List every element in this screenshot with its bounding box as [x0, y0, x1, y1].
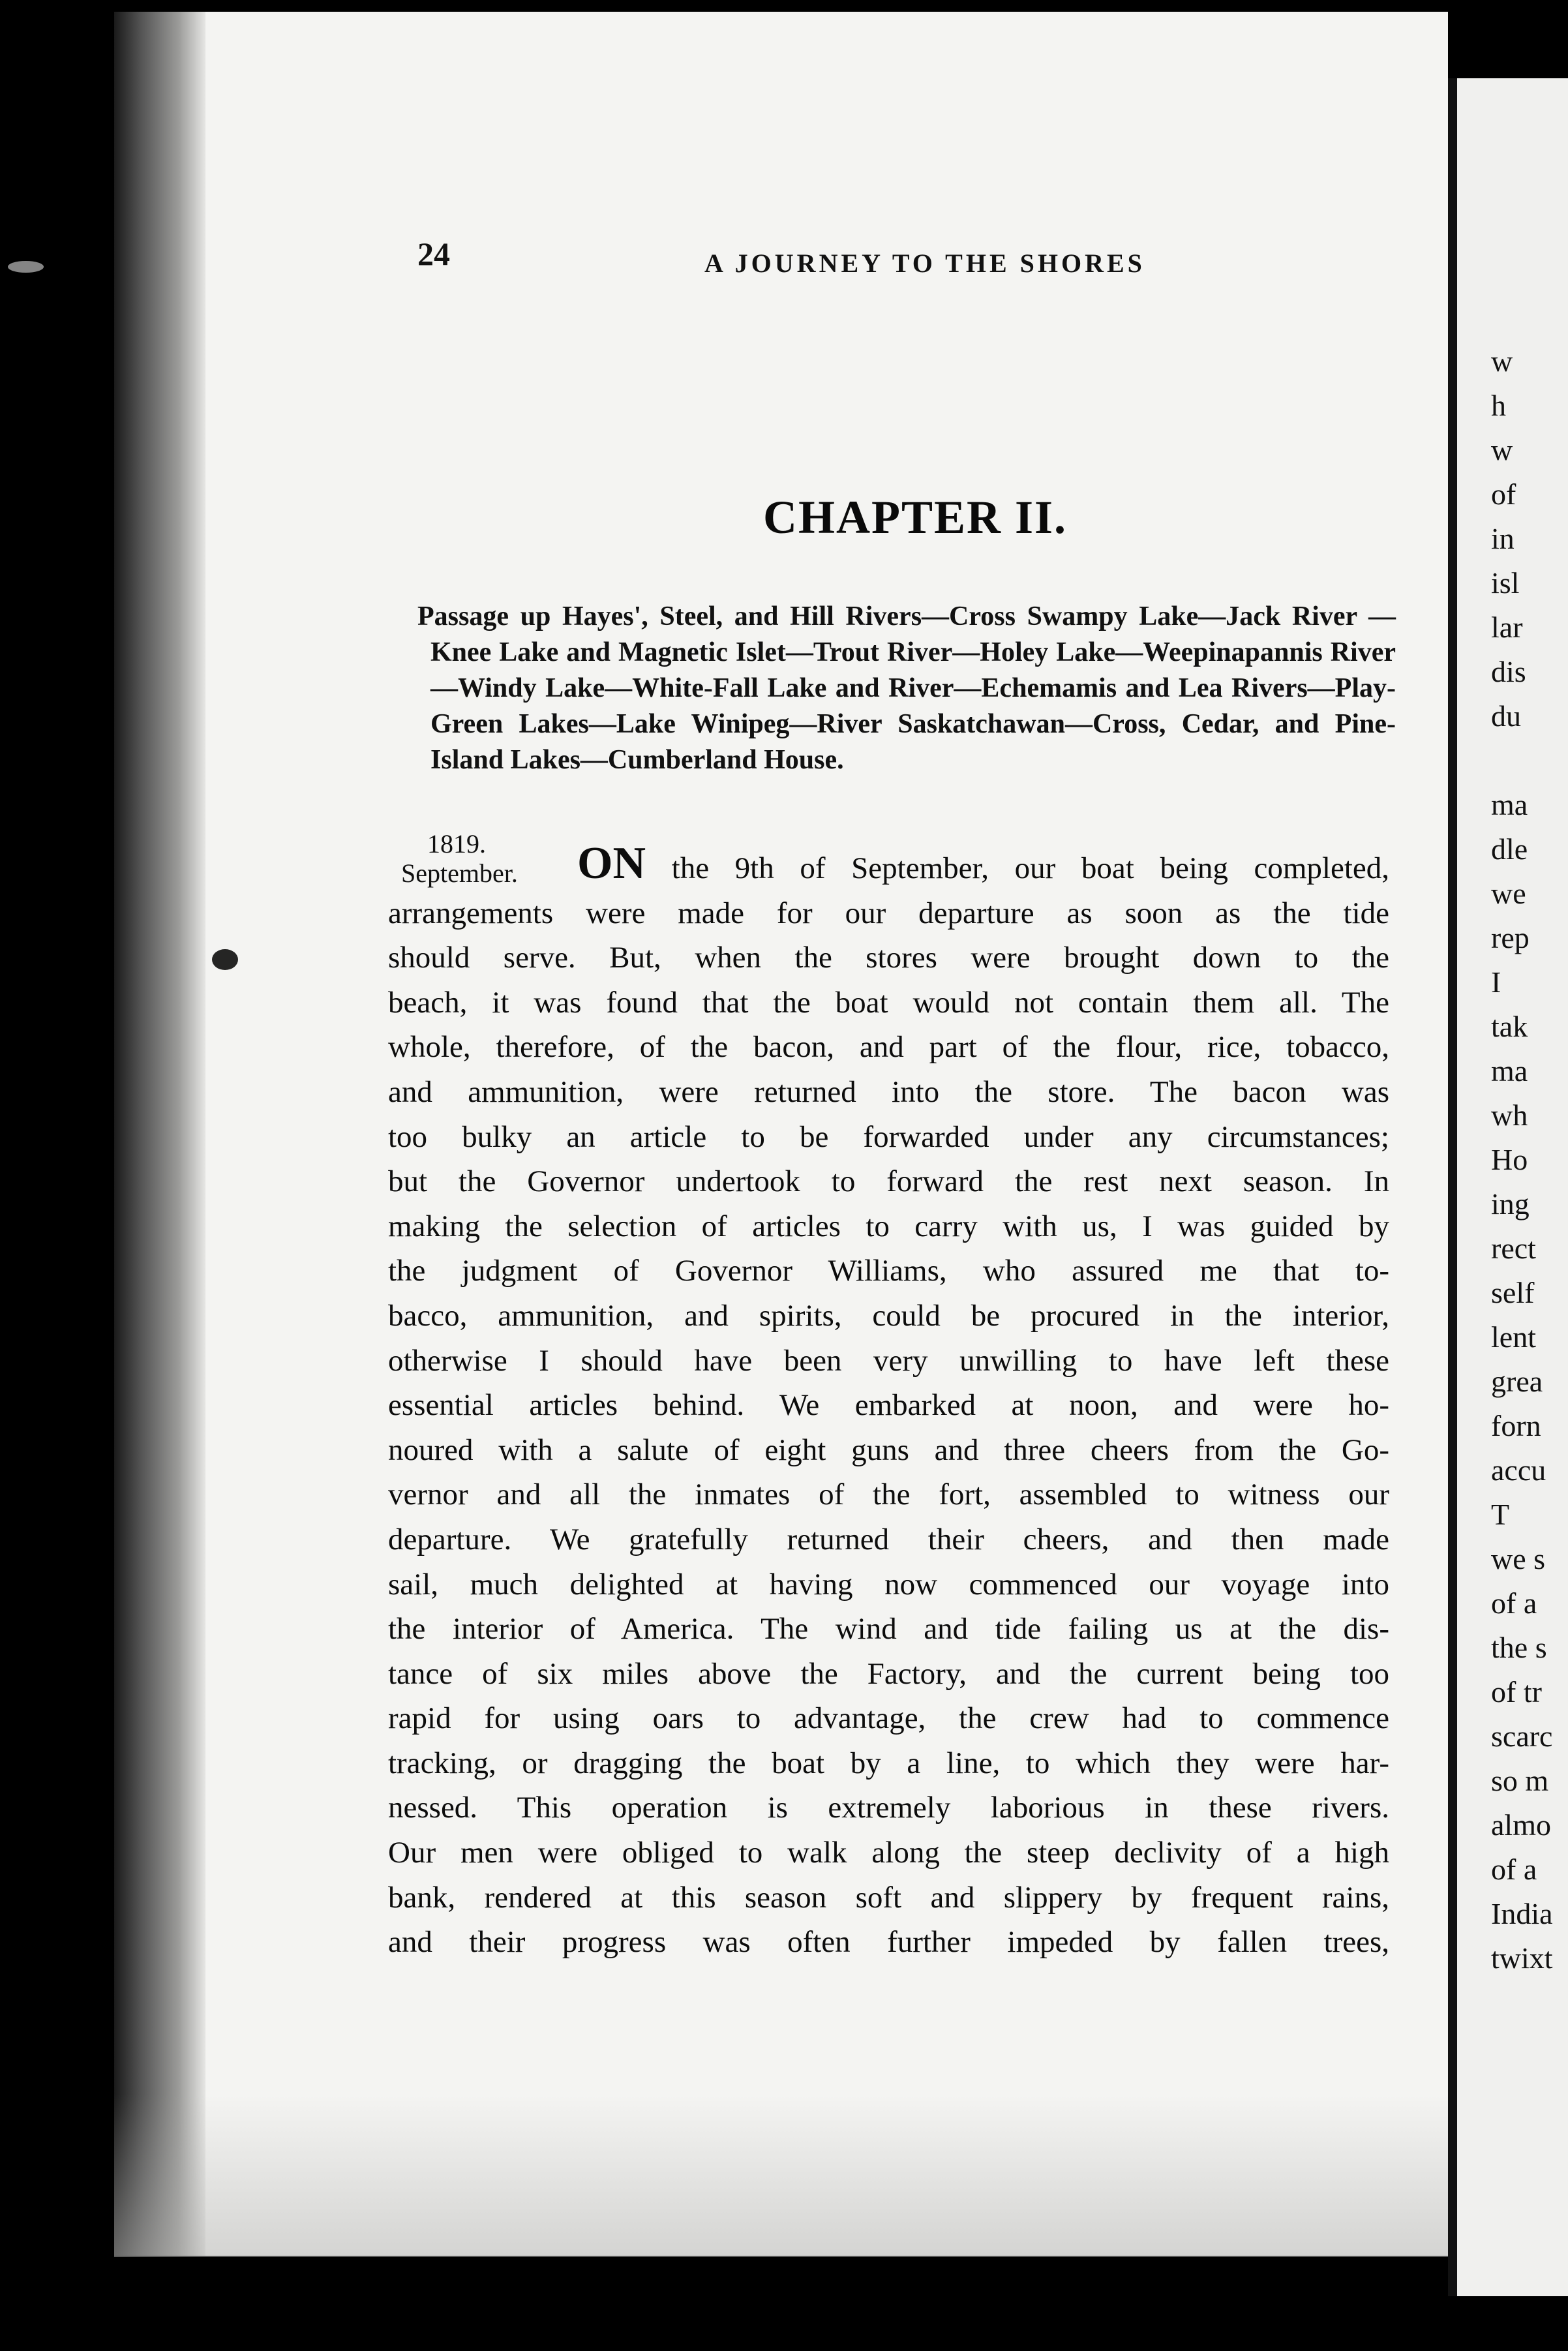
body-line: otherwise I should have been very unwilling to have left these [388, 1343, 1389, 1378]
facing-page-fragment: ma [1491, 1054, 1528, 1087]
facing-page-fragment: w [1491, 433, 1513, 466]
body-line: the interior of America. The wind and tide failing us at the dis- [388, 1612, 1389, 1646]
facing-page-fragment: almo [1491, 1808, 1551, 1842]
drop-cap: ON [577, 838, 646, 888]
facing-page-fragment: h [1491, 389, 1506, 422]
facing-page-fragment: T [1491, 1498, 1510, 1531]
facing-page-fragment: ing [1491, 1187, 1530, 1221]
facing-page-fragment: lent [1491, 1320, 1536, 1354]
body-line: tance of six miles above the Factory, and the current being too [388, 1656, 1389, 1691]
facing-page-fragment: ma [1491, 788, 1528, 821]
facing-page-fragment: of a [1491, 1586, 1537, 1620]
page-bottom-shadow [114, 2094, 1448, 2257]
body-line: should serve. But, when the stores were brought down to the [388, 941, 1389, 975]
margin-year: 1819. [427, 829, 486, 858]
facing-page-fragment: of a [1491, 1853, 1537, 1886]
body-line: arrangements were made for our departure as soon as the tide [388, 896, 1389, 930]
facing-page-fragment: I [1491, 965, 1501, 999]
ink-smudge [8, 261, 44, 273]
facing-page-fragment: of tr [1491, 1675, 1542, 1708]
body-line: essential articles behind. We embarked at noon, and were ho- [388, 1388, 1389, 1423]
facing-page-fragment: accu [1491, 1453, 1546, 1487]
body-line: beach, it was found that the boat would not contain them all. The [388, 985, 1389, 1020]
body-line: sail, much delighted at having now commenced our voyage into [388, 1567, 1389, 1601]
body-line: but the Governor undertook to forward the rest next season. In [388, 1164, 1389, 1199]
facing-page-fragment: isl [1491, 566, 1520, 599]
page-gutter-shadow [114, 12, 205, 2256]
body-line: departure. We gratefully returned their cheers, and then made [388, 1522, 1389, 1556]
running-head: A JOURNEY TO THE SHORES [704, 249, 1145, 278]
facing-page-fragment: twixt [1491, 1941, 1553, 1975]
body-line: nessed. This operation is extremely laborious in these rivers. [388, 1791, 1389, 1825]
body-line: too bulky an article to be forwarded under any circumstances; [388, 1119, 1389, 1154]
facing-page-fragment [1491, 738, 1553, 783]
facing-page-fragment: dle [1491, 832, 1528, 866]
body-line: the judgment of Governor Williams, who assured me that to- [388, 1254, 1389, 1288]
facing-page-fragment: grea [1491, 1365, 1543, 1398]
facing-page-fragment: du [1491, 699, 1521, 733]
body-line: bacco, ammunition, and spirits, could be procured in the interior, [388, 1298, 1389, 1333]
facing-page-fragment: rep [1491, 921, 1530, 954]
facing-page-fragments [1491, 339, 1553, 1980]
facing-page-fragment: we s [1491, 1542, 1546, 1575]
facing-page-fragment: lar [1491, 611, 1523, 644]
body-line: and ammunition, were returned into the store. The bacon was [388, 1074, 1389, 1109]
body-line: making the selection of articles to carry with us, I was guided by [388, 1209, 1389, 1243]
body-line: vernor and all the inmates of the fort, assembled to witness our [388, 1478, 1389, 1512]
facing-page-fragment: forn [1491, 1409, 1541, 1442]
body-line: bank, rendered at this season soft and slippery by frequent rains, [388, 1880, 1389, 1915]
facing-page-fragment: the s [1491, 1631, 1547, 1664]
facing-page-fragment: in [1491, 522, 1515, 555]
body-text [388, 838, 1390, 1965]
facing-page-fragment: rect [1491, 1232, 1536, 1265]
chapter-argument: Passage up Hayes', Steel, and Hill Rivers—Cross Swampy Lake—Jack River —Knee Lake and Magnetic Islet—Trout River—Holey Lake—Weepinapannis River—Windy Lake—White-Fall Lake and River—Echemamis and Lea Rivers—Play-Green Lakes—Lake Winipeg—River Saskatchawan—Cross, Cedar, and Pine-Island Lakes—Cumberland House. [417, 601, 1396, 775]
facing-page-fragment: dis [1491, 655, 1526, 688]
page-edge [1448, 78, 1457, 2296]
facing-page-fragment: scarc [1491, 1720, 1553, 1753]
body-line: Our men were obliged to walk along the steep declivity of a high [388, 1836, 1389, 1870]
body-line-first: ON the 9th of September, our boat being completed, [577, 838, 1390, 888]
facing-page-fragment: India [1491, 1897, 1553, 1930]
body-line: rapid for using oars to advantage, the crew had to commence [388, 1701, 1389, 1736]
ink-smudge [212, 949, 238, 970]
facing-page-fragment: we [1491, 877, 1526, 910]
facing-page-fragment: w [1491, 344, 1513, 378]
facing-page-fragment: self [1491, 1276, 1535, 1309]
body-line: and their progress was often further impeded by fallen trees, [388, 1925, 1389, 1960]
margin-month: September. [401, 858, 518, 888]
body-line: whole, therefore, of the bacon, and part of the flour, rice, tobacco, [388, 1030, 1389, 1065]
facing-page-fragment: tak [1491, 1010, 1528, 1043]
body-line: tracking, or dragging the boat by a line, to which they were har- [388, 1746, 1389, 1780]
chapter-title: CHAPTER II. [763, 491, 1068, 543]
facing-page-fragment: Ho [1491, 1143, 1528, 1176]
facing-page-fragment: so m [1491, 1764, 1549, 1797]
facing-page-fragment: wh [1491, 1099, 1528, 1132]
facing-page-fragment: of [1491, 478, 1516, 511]
body-line: noured with a salute of eight guns and three cheers from the Go- [388, 1433, 1389, 1467]
page-number: 24 [417, 235, 450, 272]
